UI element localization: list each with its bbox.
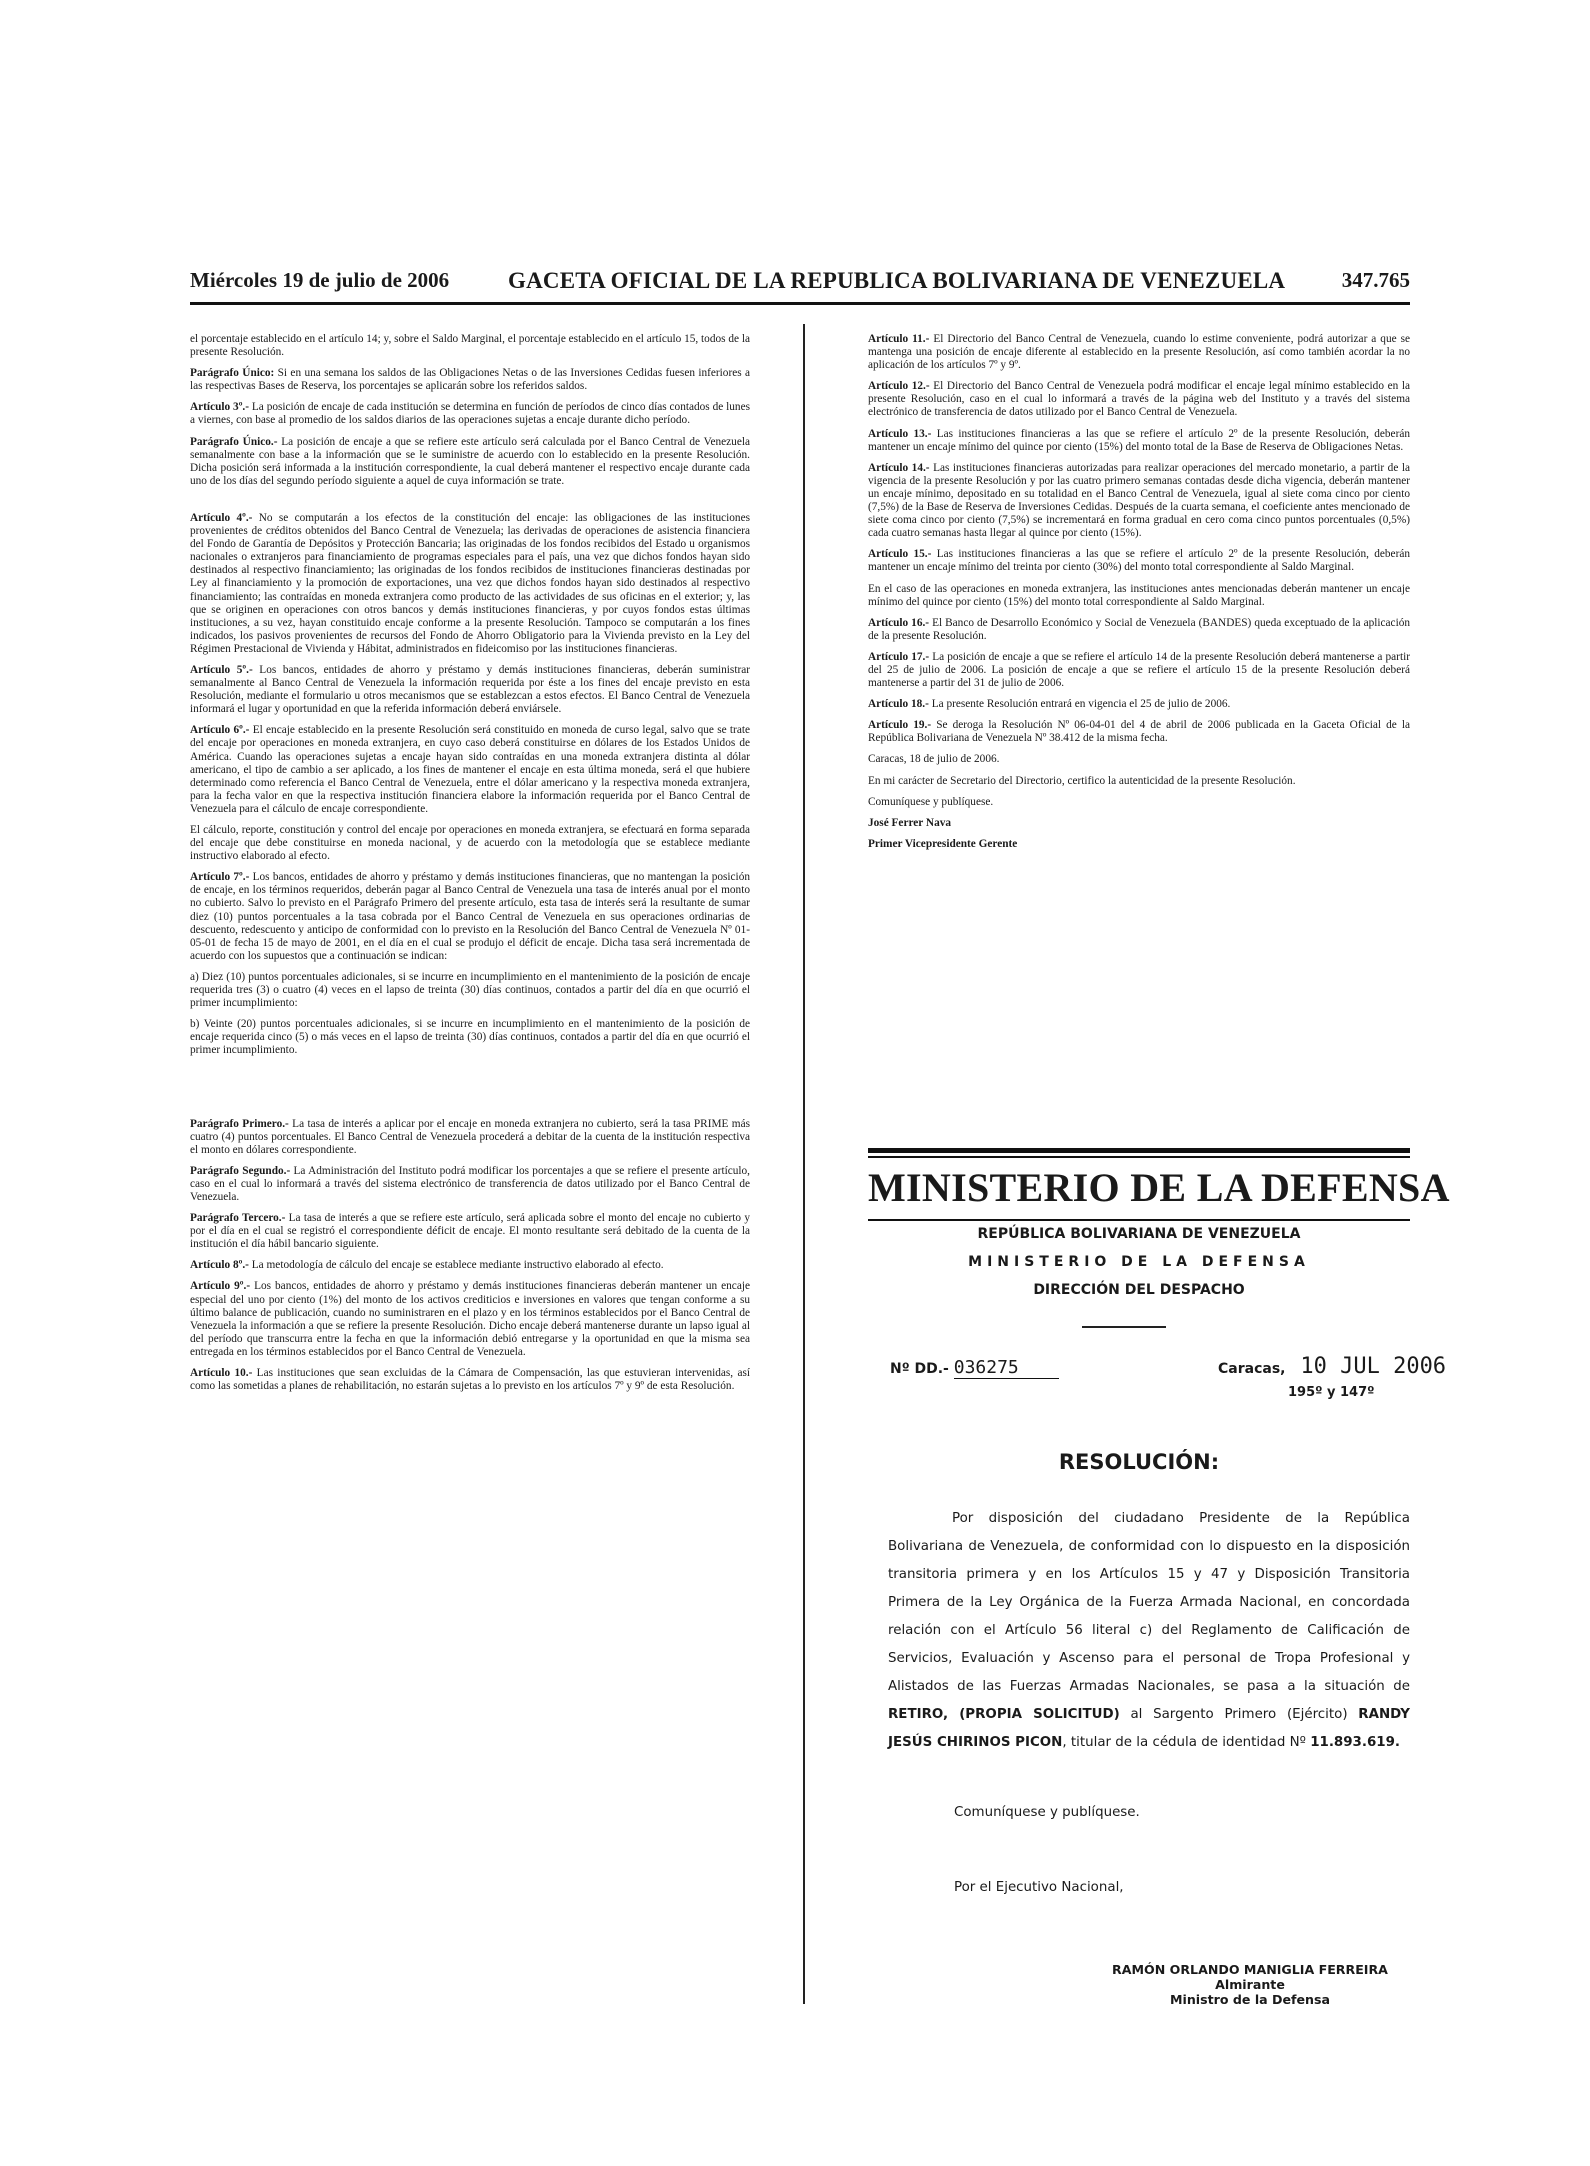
article-label: Artículo 14.-: [868, 461, 930, 474]
paragraph: En el caso de las operaciones en moneda extranjera, las instituciones antes mencionadas deberán mantener un encaje mínimo del quince por ciento (15%) del monto total correspondiente al Saldo Marginal.: [868, 582, 1410, 608]
article-label: Artículo 6º.-: [190, 724, 250, 737]
article-text: Si en una semana los saldos de las Obligaciones Netas o de las Inversiones Cedidas fuesen inferiores a las respectivas Bases de Reserva, los porcentajes se aplicarán sobre los referidos saldos.: [190, 367, 750, 393]
place: Caracas,: [1218, 1361, 1286, 1377]
paragraph: [190, 512, 750, 656]
article-text: Los bancos, entidades de ahorro y préstamo y demás instituciones financieras, deberán suministrar semanalmente al Banco Central de Venezuela la información requerida por éste a los fines del encaje previsto en esta Resolución, mediante el formulario u otros mecanismos que se establezcan a estos efectos. El Banco Central de Venezuela informará el lugar y oportunidad en que la referida información deberá enviársele.: [190, 663, 750, 716]
closing-comuniquese: Comuníquese y publíquese.: [954, 1805, 1140, 1820]
minister-signature-block: [1080, 1962, 1420, 2007]
article-label: Artículo 7º.-: [190, 871, 250, 884]
minister-post: Ministro de la Defensa: [1169, 1992, 1330, 2007]
resolution-text: Por disposición del ciudadano Presidente de la República Bolivariana de Venezuela, de conformidad con lo dispuesto en la disposición transitoria primera y en los Artículos 15 y 47 y Disposición Transitoria Primera de la Ley Orgánica de la Fuerza Armada Nacional, en concordada relación con el Artículo 56 literal c) del Reglamento de Calificación de Servicios, Evaluación y Ascenso para el personal de Tropa Profesional y Alistados de las Fuerzas Armadas Nacionales, se pasa a la situación de: [888, 1511, 1410, 1694]
closing-ejecutivo: Por el Ejecutivo Nacional,: [954, 1880, 1124, 1895]
article-text: La posición de encaje de cada institución se determina en función de períodos de cinco días contados de lunes a viernes, con base al promedio de los saldos diarios de las operaciones sujetas a encaje durante dicho período.: [190, 401, 750, 427]
paragraph: [190, 401, 750, 427]
article-label: Artículo 15.-: [868, 548, 932, 561]
article-label: Artículo 12.-: [868, 380, 930, 393]
resolution-body: [888, 1505, 1410, 1757]
signature-title: Primer Vicepresidente Gerente: [868, 837, 1018, 850]
paragraph: [868, 698, 1410, 711]
document-number-label: Nº DD.-: [890, 1361, 949, 1377]
article-text: Las instituciones financieras a las que se refiere el artículo 2º de la presente Resolución, deberán mantener un encaje mínimo del treinta por ciento (30%) del monto total correspondiente al Saldo Marginal.: [868, 548, 1410, 574]
divider: [868, 1219, 1410, 1221]
article-label: Artículo 10.-: [190, 1367, 253, 1379]
place-date: [1218, 1354, 1446, 1379]
paragraph: [868, 380, 1410, 419]
divider: [868, 1148, 1410, 1153]
article-label: Artículo 16.-: [868, 616, 930, 629]
paragraph: [190, 1259, 750, 1272]
paragraph: [868, 651, 1410, 690]
paragraph: [868, 462, 1410, 541]
paragraph: [190, 1165, 750, 1204]
resolution-paragraph: [888, 1505, 1410, 1757]
office-heading: DIRECCIÓN DEL DESPACHO: [1033, 1282, 1245, 1298]
article-text: Las instituciones financieras a las que se refiere el artículo 2º de la presente Resolución, deberán mantener un encaje mínimo del quince por ciento (15%) del monto total de la Base de Reserva de Obligaciones Netas.: [868, 427, 1410, 453]
article-text: La Administración del Instituto podrá modificar los porcentajes a que se refiere el presente artículo, caso en el cual lo informará a través del sistema electrónico de transferencia de datos utilizado por el Banco Central de Venezuela.: [190, 1164, 750, 1203]
article-text: Las instituciones financieras autorizadas para realizar operaciones del mercado monetario, a partir de la vigencia de la presente Resolución y por las cuatro primero semanas contadas desde dicha vigencia, deberán mantener un encaje mínimo, depositado en su totalidad en el Banco Central de Venezuela, igual al siete coma cinco por ciento (7,5%) de la Base de Reserva de Inversiones Cedidas. Después de la cuarta semana, el coeficiente antes mencionado de siete coma cinco por ciento (7,5%) se incrementará en forma gradual en cero coma cinco puntos porcentuales (0,5%) cada cuatro semanas hasta llegar al quince por ciento (15%).: [868, 461, 1410, 540]
article-text: La posición de encaje a que se refiere este artículo será calculada por el Banco Central de Venezuela semanalmente con base a la información que se le suministre de acuerdo con lo establecido en la presente Resolución. Dicha posición será informada a la institución correspondiente, la cual deberá mantener el respectivo encaje durante cada uno de los días del segundo período siguiente a aquel de cuya información se trate.: [190, 435, 750, 487]
left-column: [190, 333, 750, 1401]
divider: [868, 1156, 1410, 1158]
article-label: Parágrafo Segundo.-: [190, 1164, 291, 1177]
article-text: Los bancos, entidades de ahorro y préstamo y demás instituciones financieras, que no mantengan la posición de encaje, en los términos requeridos, deberán pagar al Banco Central de Venezuela una tasa de interés anual por el monto no cubierto. Salvo lo previsto en el Parágrafo Primero del presente artículo, esta tasa de interés será la resultante de sumar diez (10) puntos porcentuales a la tasa cobrada por el Banco Central de Venezuela en sus operaciones ordinarias de descuento, redescuento y anticipo de conformidad con lo previsto en la Resolución del Banco Central de Venezuela Nº 01-05-01 de fecha 15 de mayo de 2001, en el día en el cual se produjo el déficit de encaje. Dicha tasa será incrementada de acuerdo con los supuestos que a continuación se indican:: [190, 871, 750, 962]
paragraph: Comuníquese y publíquese.: [868, 795, 994, 808]
header-page-number: 347.765: [1341, 268, 1410, 292]
ministry-title: MINISTERIO DE LA DEFENSA: [868, 1165, 1450, 1210]
article-label: Parágrafo Tercero.-: [190, 1212, 286, 1225]
header-date: Miércoles 19 de julio de 2006: [190, 268, 450, 292]
resolution-status: RETIRO, (PROPIA SOLICITUD): [888, 1707, 1120, 1722]
article-label: Parágrafo Único:: [190, 367, 275, 380]
document-number: [890, 1357, 1059, 1379]
years-line: 195º y 147º: [1288, 1385, 1375, 1400]
article-label: Parágrafo Primero.-: [190, 1117, 289, 1130]
paragraph: [190, 1280, 750, 1359]
paragraph: [868, 548, 1410, 574]
article-label: Artículo 4º.-: [190, 511, 253, 524]
header-gazette-title: GACETA OFICIAL DE LA REPUBLICA BOLIVARIANA DE VENEZUELA: [508, 268, 1286, 293]
article-text: No se computarán a los efectos de la constitución del encaje: las obligaciones de las instituciones provenientes de créditos obtenidos del Banco Central de Venezuela; las derivadas de operaciones de asistencia financiera del Fondo de Garantía de Depósitos y Protección Bancaria; las originadas de los fondos recibidos del Estado u organismos nacionales o extranjeros para financiamiento de programas especiales para el país, una vez que dichos fondos hayan sido destinados al respectivo financiamiento; las originadas de los fondos recibidos de instituciones financieras destinadas por Ley al financiamiento y la promoción de exportaciones, una vez que dichos fondos hayan sido destinados al respectivo financiamiento; las contraídas en moneda extranjera como producto de las actividades de sus oficinas en el exterior; y, las que se originen en operaciones con otros bancos y demás instituciones financieras, y por cuyos fondos estas últimas instituciones, a su vez, hayan constituido encaje conforme a la presente Resolución. Tampoco se computarán a los fines indicados, los pasivos provenientes de recursos del Fondo de Ahorro Obligatorio para la Vivienda previsto en la Ley del Régimen Prestacional de Vivienda y Hábitat, administrados en fideicomiso por las instituciones financieras.: [190, 511, 750, 655]
article-text: La metodología de cálculo del encaje se establece mediante instructivo elaborado al efecto.: [248, 1259, 664, 1272]
paragraph: El cálculo, reporte, constitución y control del encaje por operaciones en moneda extranjera, se efectuará en forma separada del encaje que debe constituirse en moneda nacional, y de acuerdo con la metodología que se establece mediante instructivo elaborado al efecto.: [190, 824, 750, 863]
paragraph: [190, 1212, 750, 1251]
article-text: El Directorio del Banco Central de Venezuela, cuando lo estime conveniente, podrá autorizar a que se mantenga una posición de encaje diferente al establecido en la presente Resolución, así como también acordar la no aplicación de los artículos 7º y 9º.: [868, 333, 1410, 372]
document-number-value: 036275: [954, 1357, 1059, 1379]
paragraph: [868, 719, 1410, 745]
resolution-text: al Sargento Primero (Ejército): [1119, 1707, 1359, 1722]
republic-heading: REPÚBLICA BOLIVARIANA DE VENEZUELA: [977, 1226, 1301, 1242]
article-label: Artículo 8º.-: [190, 1259, 249, 1272]
article-text: Las instituciones que sean excluidas de la Cámara de Compensación, las que estuvieran intervenidas, así como las sometidas a planes de rehabilitación, no estarán sujetas a lo previsto en los artículos 7º y 9º de esta Resolución.: [190, 1367, 750, 1393]
paragraph: [868, 428, 1410, 454]
article-label: Artículo 9º.-: [190, 1280, 251, 1293]
paragraph: [190, 367, 750, 393]
paragraph: [190, 664, 750, 716]
article-text: La tasa de interés a aplicar por el encaje en moneda extranjera no cubierto, será la tasa PRIME más cuatro (4) puntos porcentuales. El Banco Central de Venezuela procederá a debitar de la cuenta de la institución respectiva el monto en dólares correspondiente.: [190, 1117, 750, 1156]
paragraph: el porcentaje establecido en el artículo 14; y, sobre el Saldo Marginal, el porcentaje establecido en el artículo 15, todos de la presente Resolución.: [190, 333, 750, 359]
article-text: El Banco de Desarrollo Económico y Social de Venezuela (BANDES) queda exceptuado de la aplicación de la presente Resolución.: [868, 616, 1411, 642]
divider: [1082, 1326, 1166, 1328]
ministry-heading: MINISTERIO DE LA DEFENSA: [968, 1254, 1310, 1270]
article-text: La presente Resolución entrará en vigencia el 25 de julio de 2006.: [928, 698, 1231, 711]
article-label: Artículo 18.-: [868, 698, 929, 711]
article-text: La tasa de interés a que se refiere este artículo, será aplicada sobre el monto del encaje no cubierto y por el día en el cual se registró el correspondiente déficit de encaje. El monto resultante será debitado de la cuenta de la institución el día hábil bancario siguiente.: [190, 1212, 750, 1251]
article-text: El encaje establecido en la presente Resolución será constituido en moneda de curso legal, salvo que se trate del encaje por operaciones en moneda extranjera, en cuyo caso deberá constituirse en dólares de los Estados Unidos de América. Cuando las operaciones sujetas a encaje hayan sido contraídas en una moneda extranjera distinta al dólar americano, el tipo de cambio a ser aplicado, a los fines de mantener el encaje en esta última moneda, será el que hubiere determinado como referencia el Banco Central de Venezuela, entre el dólar americano y la respectiva moneda extranjera, para la fecha valor en que la respectiva institución financiera elabore la información requerida por el Banco Central de Venezuela para el cálculo de encaje correspondiente.: [190, 724, 750, 815]
column-divider: [803, 324, 805, 2004]
paragraph: [190, 1367, 750, 1393]
article-text: Se deroga la Resolución Nº 06-04-01 del 4 de abril de 2006 publicada en la Gaceta Oficial de la República Bolivariana de Venezuela Nº 38.412 de la misma fecha.: [868, 719, 1410, 745]
paragraph: [868, 333, 1410, 372]
minister-name: RAMÓN ORLANDO MANIGLIA FERREIRA: [1112, 1962, 1388, 1977]
paragraph: Caracas, 18 de julio de 2006.: [868, 753, 1000, 766]
article-label: Artículo 11.-: [868, 333, 930, 345]
paragraph: [190, 436, 750, 488]
paragraph: [190, 1118, 750, 1157]
paragraph: [190, 724, 750, 816]
paragraph: [190, 871, 750, 963]
resolution-person-name: RANDY JESÚS CHIRINOS PICON: [888, 1707, 1410, 1750]
article-text: El Directorio del Banco Central de Venezuela podrá modificar el encaje legal mínimo establecido en la presente Resolución, caso en el cual lo informará a través de la página web del Instituto y a través del sistema electrónico de transferencia de datos utilizado por el Banco Central de Venezuela.: [868, 380, 1410, 419]
date-stamp: 10 JUL 2006: [1300, 1354, 1447, 1379]
minister-rank: Almirante: [1215, 1977, 1285, 1992]
article-label: Artículo 17.-: [868, 650, 930, 663]
right-column: [868, 333, 1410, 859]
article-text: Los bancos, entidades de ahorro y préstamo y demás instituciones financieras deberán mantener un encaje especial del uno por ciento (1%) del monto de los activos crediticios e inversiones en valores que tengan conforme a su último balance de publicación, cuando no suministraren en el plazo y en los términos establecidos por el Banco Central de Venezuela la información a que se refiere la presente Resolución. Dicho encaje deberá mantenerse durante un lapso igual al del período que transcurra entre la fecha en que la información debió entregarse y la oportunidad en que la misma sea entregada en los términos establecidos por el Banco Central de Venezuela.: [190, 1280, 750, 1358]
resolution-text: , titular de la cédula de identidad Nº: [1062, 1735, 1311, 1750]
paragraph: a) Diez (10) puntos porcentuales adicionales, si se incurre en incumplimiento en el mantenimiento de la posición de encaje requerida tres (3) o cuatro (4) veces en el lapso de treinta (30) días continuos, contados a partir del día en que ocurrió el primer incumplimiento:: [190, 970, 750, 1010]
paragraph: b) Veinte (20) puntos porcentuales adicionales, si se incurre en incumplimiento en el mantenimiento de la posición de encaje requerida cinco (5) o más veces en el lapso de treinta (30) días continuos, contados a partir del día en que ocurrió el primer incumplimiento.: [190, 1018, 750, 1057]
article-label: Artículo 3º.-: [190, 401, 250, 414]
resolution-title: RESOLUCIÓN:: [1058, 1450, 1220, 1474]
resolution-id-number: 11.893.619.: [1310, 1735, 1400, 1750]
gazette-header: [190, 268, 1410, 305]
ministry-banner: [868, 1148, 1450, 1221]
signature-name: José Ferrer Nava: [868, 816, 952, 829]
paragraph: En mi carácter de Secretario del Directorio, certifico la autenticidad de la presente Resolución.: [868, 774, 1296, 787]
article-label: Artículo 5º.-: [190, 663, 253, 676]
article-label: Artículo 13.-: [868, 427, 932, 440]
article-label: Artículo 19.-: [868, 719, 932, 732]
article-text: La posición de encaje a que se refiere el artículo 14 de la presente Resolución deberá mantenerse a partir del 25 de julio de 2006. La posición de encaje a que se refiere el artículo 15 de la presente Resolución deberá mantenerse a partir del 31 de julio de 2006.: [868, 650, 1410, 690]
paragraph: [868, 617, 1410, 643]
article-label: Parágrafo Único.-: [190, 435, 278, 448]
